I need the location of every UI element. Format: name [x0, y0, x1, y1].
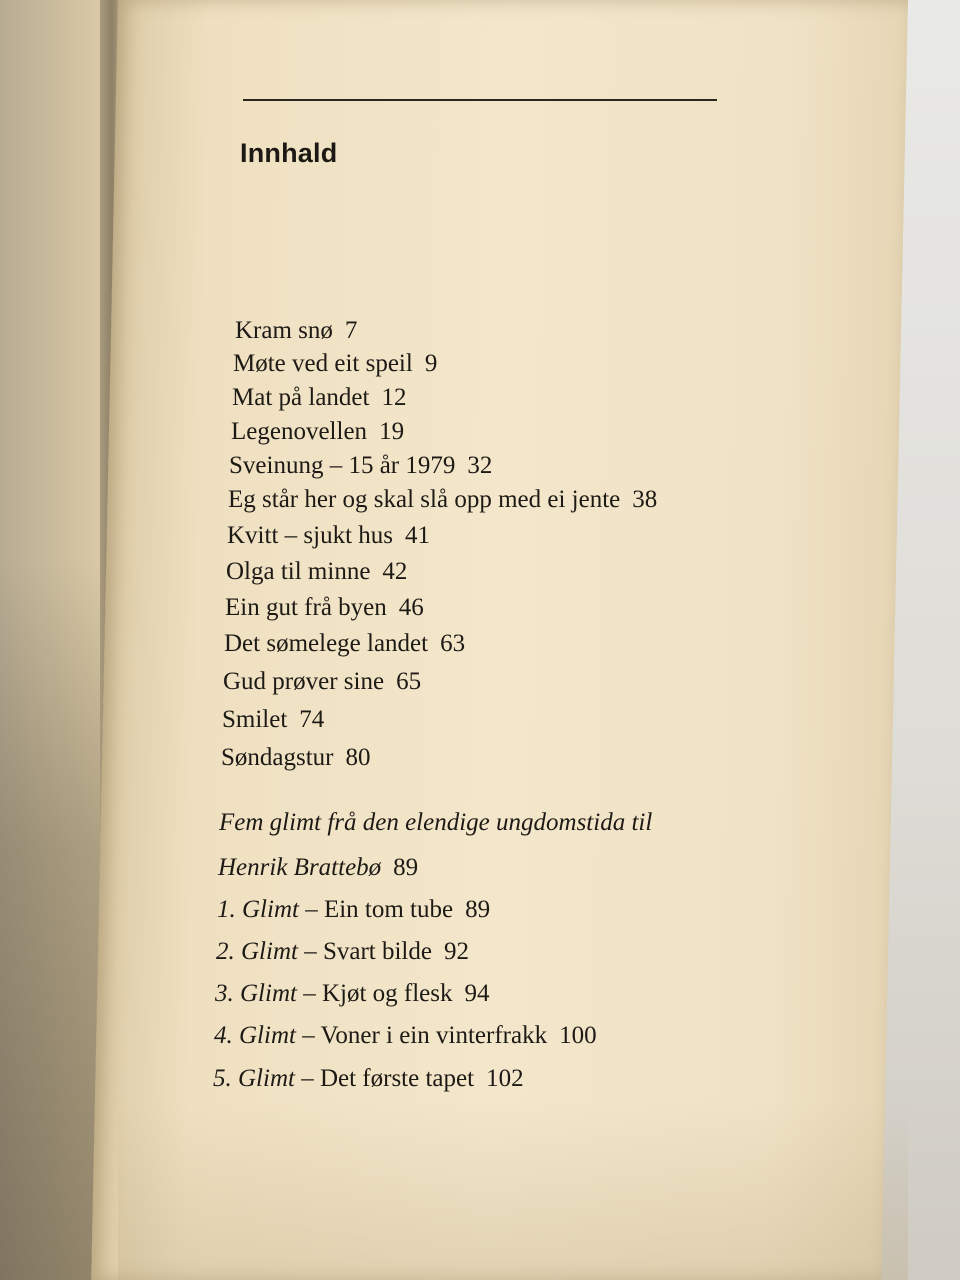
toc-section-page: 89 — [393, 854, 419, 881]
toc-entry — [229, 451, 492, 481]
toc-entry-title: Det sømelege landet — [224, 630, 429, 657]
glimt-label: 3. Glimt – — [215, 980, 316, 1007]
toc-entry — [221, 743, 371, 773]
toc-entry-title: Sveinung – 15 år 1979 — [229, 452, 456, 479]
glimt-title: Svart bilde — [322, 938, 432, 965]
toc-glimt-entry — [216, 937, 469, 967]
glimt-title: Kjøt og flesk — [321, 980, 453, 1007]
toc-entry-page: 32 — [467, 452, 493, 479]
glimt-title: Det første tapet — [319, 1065, 475, 1092]
toc-entry — [231, 417, 404, 447]
toc-glimt-entry — [217, 895, 490, 925]
toc-section-title-line2: Henrik Brattebø — [218, 854, 382, 881]
toc-glimt-entry — [215, 979, 490, 1009]
glimt-title: Ein tom tube — [323, 896, 454, 923]
toc-entry-page: 74 — [299, 706, 325, 733]
glimt-title: Voner i ein vinterfrakk — [320, 1022, 548, 1049]
toc-entry — [228, 485, 657, 515]
toc-entry — [222, 705, 324, 735]
toc-entry-title: Eg står her og skal slå opp med ei jente — [228, 486, 621, 513]
toc-glimt-entry — [214, 1021, 597, 1051]
toc-section-title-line1: Fem glimt frå den elendige ungdomstida til — [219, 809, 653, 836]
toc-entry-page: 19 — [379, 418, 405, 445]
toc-entry — [233, 349, 437, 379]
glimt-label: 2. Glimt – — [216, 938, 317, 965]
toc-entry-title: Møte ved eit speil — [233, 350, 413, 377]
toc-entry-title: Legenovellen — [231, 418, 368, 445]
toc-entry-title: Smilet — [222, 706, 288, 733]
toc-entry-title: Søndagstur — [221, 744, 334, 771]
toc-entry-title: Kram snø — [235, 317, 333, 344]
toc-entry — [224, 629, 465, 659]
toc-entry-title: Gud prøver sine — [223, 668, 385, 695]
glimt-label: 4. Glimt – — [214, 1022, 315, 1049]
toc-entry-title: Olga til minne — [226, 558, 371, 585]
page-title: Innhald — [240, 138, 338, 168]
toc-entry-page: 9 — [424, 350, 438, 377]
toc-entry-title: Kvitt – sjukt hus — [227, 522, 393, 549]
glimt-page: 102 — [486, 1065, 524, 1092]
toc-entry-page: 42 — [382, 558, 408, 585]
toc-section-entry — [218, 853, 418, 883]
toc-entry — [227, 521, 430, 551]
toc-entry-page: 41 — [405, 522, 430, 549]
glimt-page: 92 — [443, 938, 469, 965]
toc-entry-page: 80 — [345, 744, 371, 771]
toc-entry-page: 65 — [396, 668, 422, 695]
glimt-page: 100 — [559, 1022, 597, 1049]
toc-entry-title: Ein gut frå byen — [225, 594, 387, 621]
toc-entry-page: 7 — [344, 317, 358, 344]
glimt-page: 89 — [465, 896, 491, 923]
toc-glimt-entry — [213, 1064, 524, 1094]
toc-section-title — [219, 808, 652, 838]
glimt-label: 1. Glimt – — [217, 896, 318, 923]
toc-entry — [235, 316, 357, 346]
toc-entry-page: 63 — [440, 630, 466, 657]
toc-entry — [232, 383, 406, 413]
toc-entry-page: 46 — [398, 594, 424, 621]
toc-entry — [226, 557, 407, 587]
glimt-page: 94 — [464, 980, 490, 1007]
toc-entry-page: 38 — [632, 486, 658, 513]
toc-entry — [225, 593, 424, 623]
toc-entry-page: 12 — [381, 384, 407, 411]
glimt-label: 5. Glimt – — [213, 1065, 314, 1092]
toc-entry-title: Mat på landet — [232, 384, 370, 411]
toc-entry — [223, 667, 421, 697]
